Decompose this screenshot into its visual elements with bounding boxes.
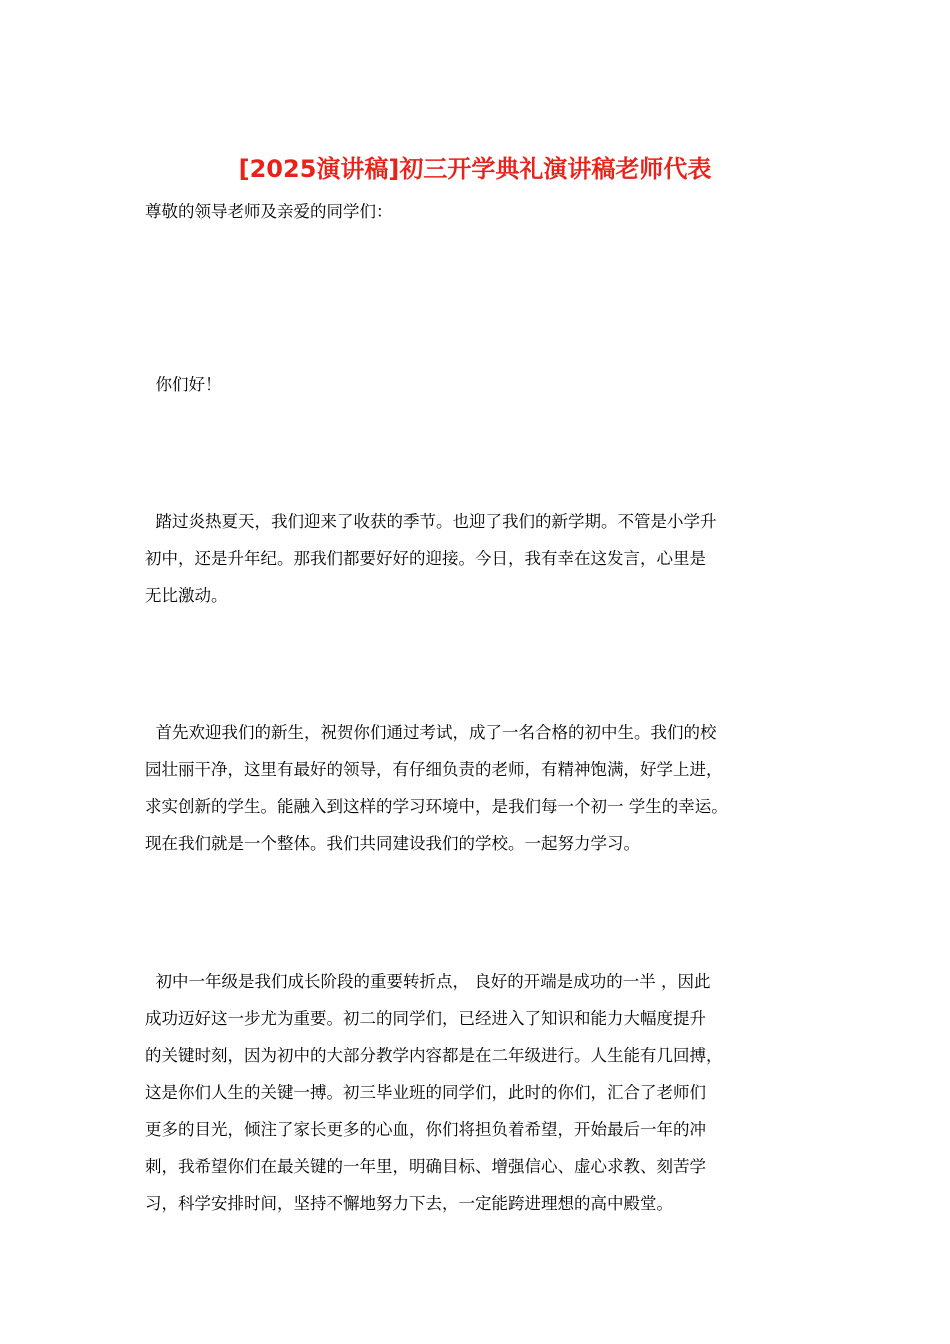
greeting: 你们好！ xyxy=(145,375,222,394)
paragraph-line: 初中一年级是我们成长阶段的重要转折点， 良好的开端是成功的一半 ，因此 xyxy=(145,972,711,991)
paragraph-line: 习，科学安排时间，坚持不懈地努力下去，一定能跨进理想的高中殿堂。 xyxy=(145,1194,673,1213)
paragraph-line: 踏过炎热夏天，我们迎来了收获的季节。也迎了我们的新学期。不管是小学升 xyxy=(145,512,717,531)
paragraph-line: 更多的目光，倾注了家长更多的心血，你们将担负着希望，开始最后一年的冲 xyxy=(145,1120,706,1139)
paragraph-line: 求实创新的学生。能融入到这样的学习环境中，是我们每一个初一 学生的幸运。 xyxy=(145,797,728,816)
paragraph-line: 无比激动。 xyxy=(145,586,228,605)
salutation: 尊敬的领导老师及亲爱的同学们： xyxy=(145,202,393,221)
document-title: [2025演讲稿]初三开学典礼演讲稿老师代表 xyxy=(238,155,712,183)
paragraph-line: 刺，我希望你们在最关键的一年里，明确目标、增强信心、虚心求教、刻苦学 xyxy=(145,1157,706,1176)
paragraph-line: 初中，还是升年纪。那我们都要好好的迎接。今日，我有幸在这发言，心里是 xyxy=(145,549,706,568)
paragraph-line: 园壮丽干净，这里有最好的领导，有仔细负责的老师，有精神饱满，好学上进， xyxy=(145,760,723,779)
paragraph-line: 的关键时刻，因为初中的大部分教学内容都是在二年级进行。人生能有几回搏， xyxy=(145,1046,723,1065)
paragraph-line: 首先欢迎我们的新生，祝贺你们通过考试，成了一名合格的初中生。我们的校 xyxy=(145,723,717,742)
paragraph-line: 这是你们人生的关键一搏。初三毕业班的同学们，此时的你们，汇合了老师们 xyxy=(145,1083,706,1102)
paragraph-line: 成功迈好这一步尤为重要。初二的同学们，已经进入了知识和能力大幅度提升 xyxy=(145,1009,706,1028)
paragraph-line: 现在我们就是一个整体。我们共同建设我们的学校。一起努力学习。 xyxy=(145,834,640,853)
